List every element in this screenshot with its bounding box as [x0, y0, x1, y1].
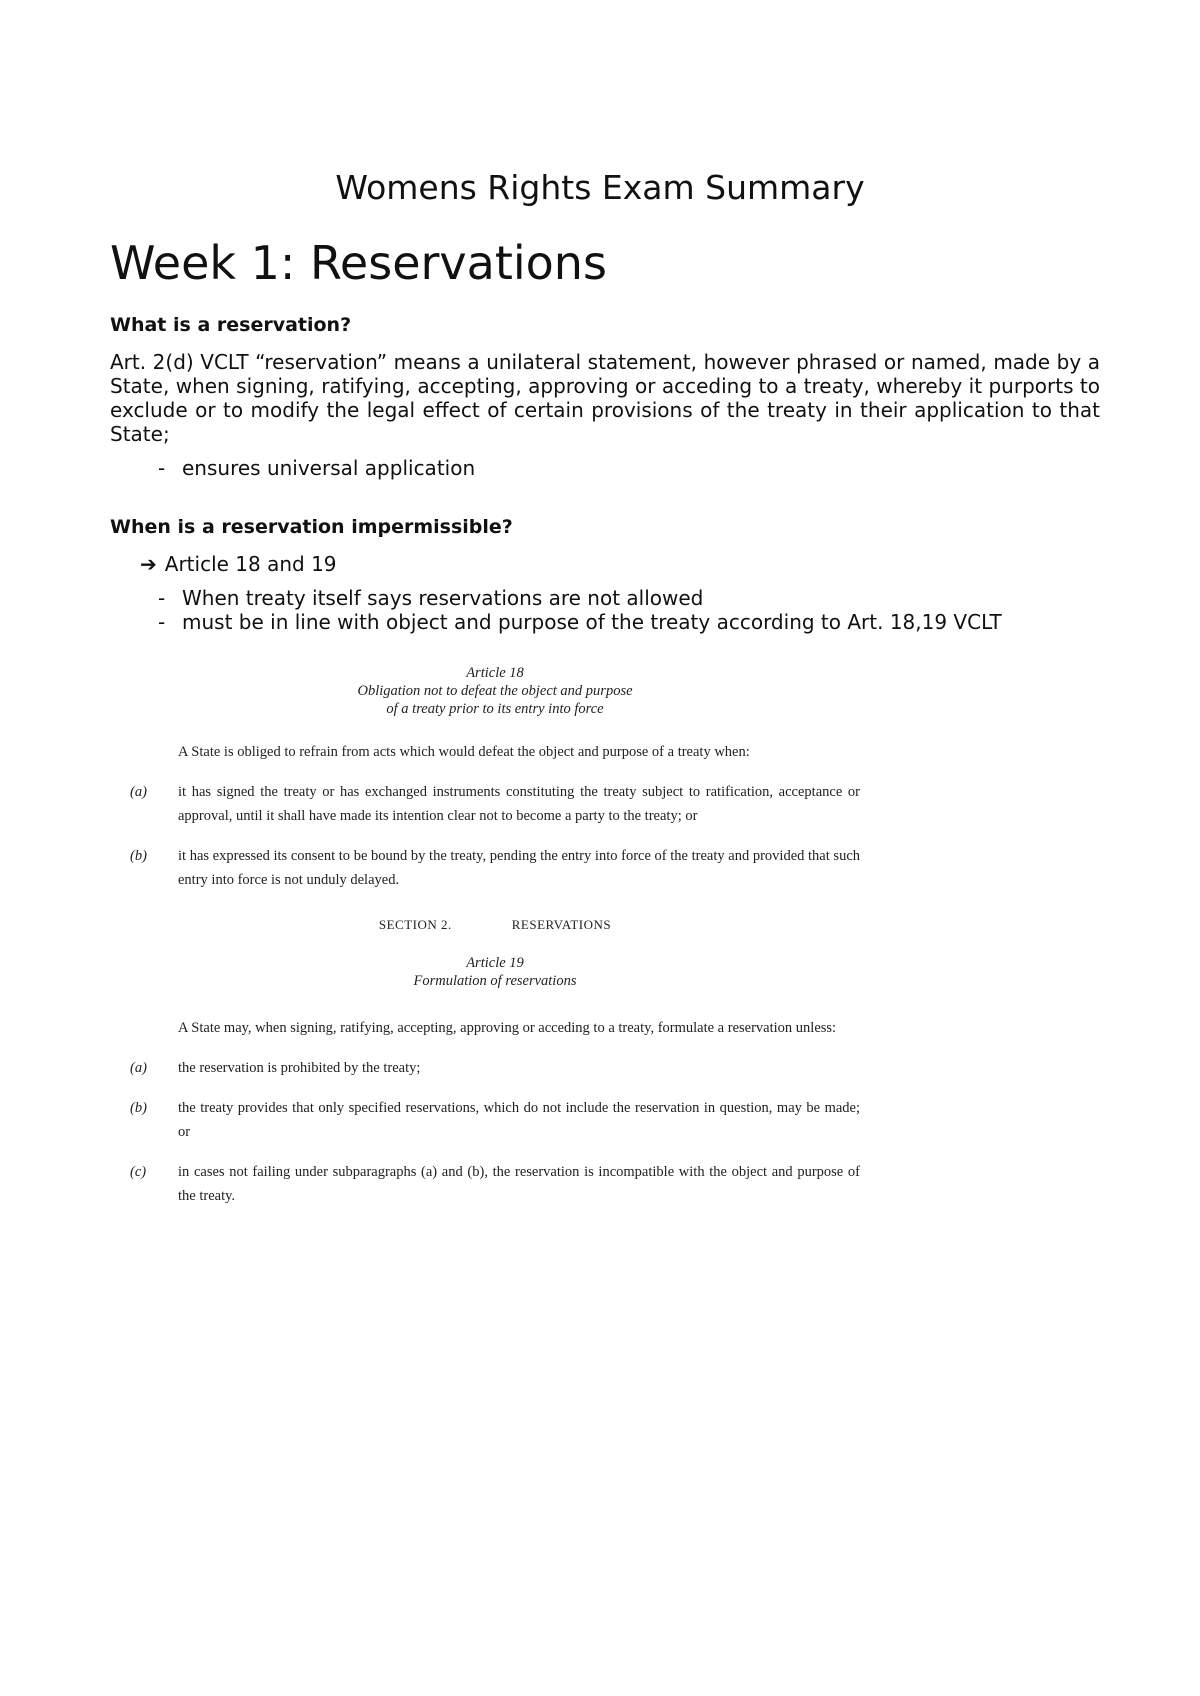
item-label: (b) — [130, 848, 147, 864]
arrow-item — [140, 552, 337, 576]
article-18-title-line1: Obligation not to defeat the object and purpose — [357, 683, 633, 699]
bullet-dash: - — [158, 610, 166, 634]
article-18-intro: A State is obliged to refrain from acts which would defeat the object and purpose of a treaty when: — [178, 744, 750, 760]
article-19-intro: A State may, when signing, ratifying, accepting, approving or acceding to a treaty, formulate a reservation unless: — [178, 1020, 837, 1036]
article-19-item-c — [130, 1160, 860, 1208]
article-18-number: Article 18 — [466, 665, 524, 681]
article-19-item-a — [130, 1056, 860, 1080]
document-title: Womens Rights Exam Summary — [335, 168, 865, 207]
item-text: it has signed the treaty or has exchanged instruments constituting the treaty subject to ratification, acceptance or approval, until it shall have made its intention clear not to become a party to the treaty; or — [178, 784, 860, 824]
article-19-title: Formulation of reservations — [413, 973, 577, 989]
article-18-item-a — [130, 780, 860, 828]
article-18-item-b — [130, 844, 860, 892]
bullet-dash: - — [158, 586, 166, 610]
section-heading-what-is-reservation: What is a reservation? — [110, 314, 352, 336]
item-text: in cases not failing under subparagraphs (a) and (b), the reservation is incompatible with the object and purpose of the treaty. — [178, 1164, 860, 1204]
arrow-item-text: Article 18 and 19 — [164, 552, 337, 576]
bullet-text: When treaty itself says reservations are not allowed — [182, 586, 704, 610]
list-item — [110, 610, 1002, 634]
section-2-heading — [130, 916, 860, 934]
section-number: SECTION 2. — [378, 917, 452, 932]
article-19-number: Article 19 — [466, 955, 524, 971]
list-item — [110, 456, 475, 480]
vclt-excerpt-image — [130, 664, 860, 1208]
item-text: the reservation is prohibited by the treaty; — [178, 1060, 421, 1076]
article-19-item-b — [130, 1096, 860, 1144]
item-label: (a) — [130, 1060, 147, 1076]
item-label: (c) — [130, 1164, 147, 1180]
reservation-definition: Art. 2(d) VCLT “reservation” means a unilateral statement, however phrased or named, made by a State, when signing, ratifying, accepting, approving or acceding to a treaty, whereby it purports to exclude or to modify the legal effect of certain provisions of the treaty in their application to that State; — [110, 350, 1100, 446]
bullet-text: must be in line with object and purpose of the treaty according to Art. 18,19 VCLT — [182, 610, 1002, 634]
item-label: (b) — [130, 1100, 147, 1116]
section-name: RESERVATIONS — [511, 917, 612, 932]
arrow-right-icon: ➔ — [140, 552, 157, 576]
article-18-title-line2: of a treaty prior to its entry into force — [386, 701, 604, 717]
item-text: it has expressed its consent to be bound by the treaty, pending the entry into force of the treaty and provided that such entry into force is not unduly delayed. — [178, 848, 860, 888]
list-item — [110, 586, 703, 610]
item-text: the treaty provides that only specified reservations, which do not include the reservation in question, may be made; or — [178, 1100, 860, 1140]
item-label: (a) — [130, 784, 147, 800]
section-heading-impermissible: When is a reservation impermissible? — [110, 516, 513, 538]
bullet-text: ensures universal application — [182, 456, 476, 480]
week-heading: Week 1: Reservations — [110, 236, 607, 290]
bullet-dash: - — [158, 456, 166, 480]
